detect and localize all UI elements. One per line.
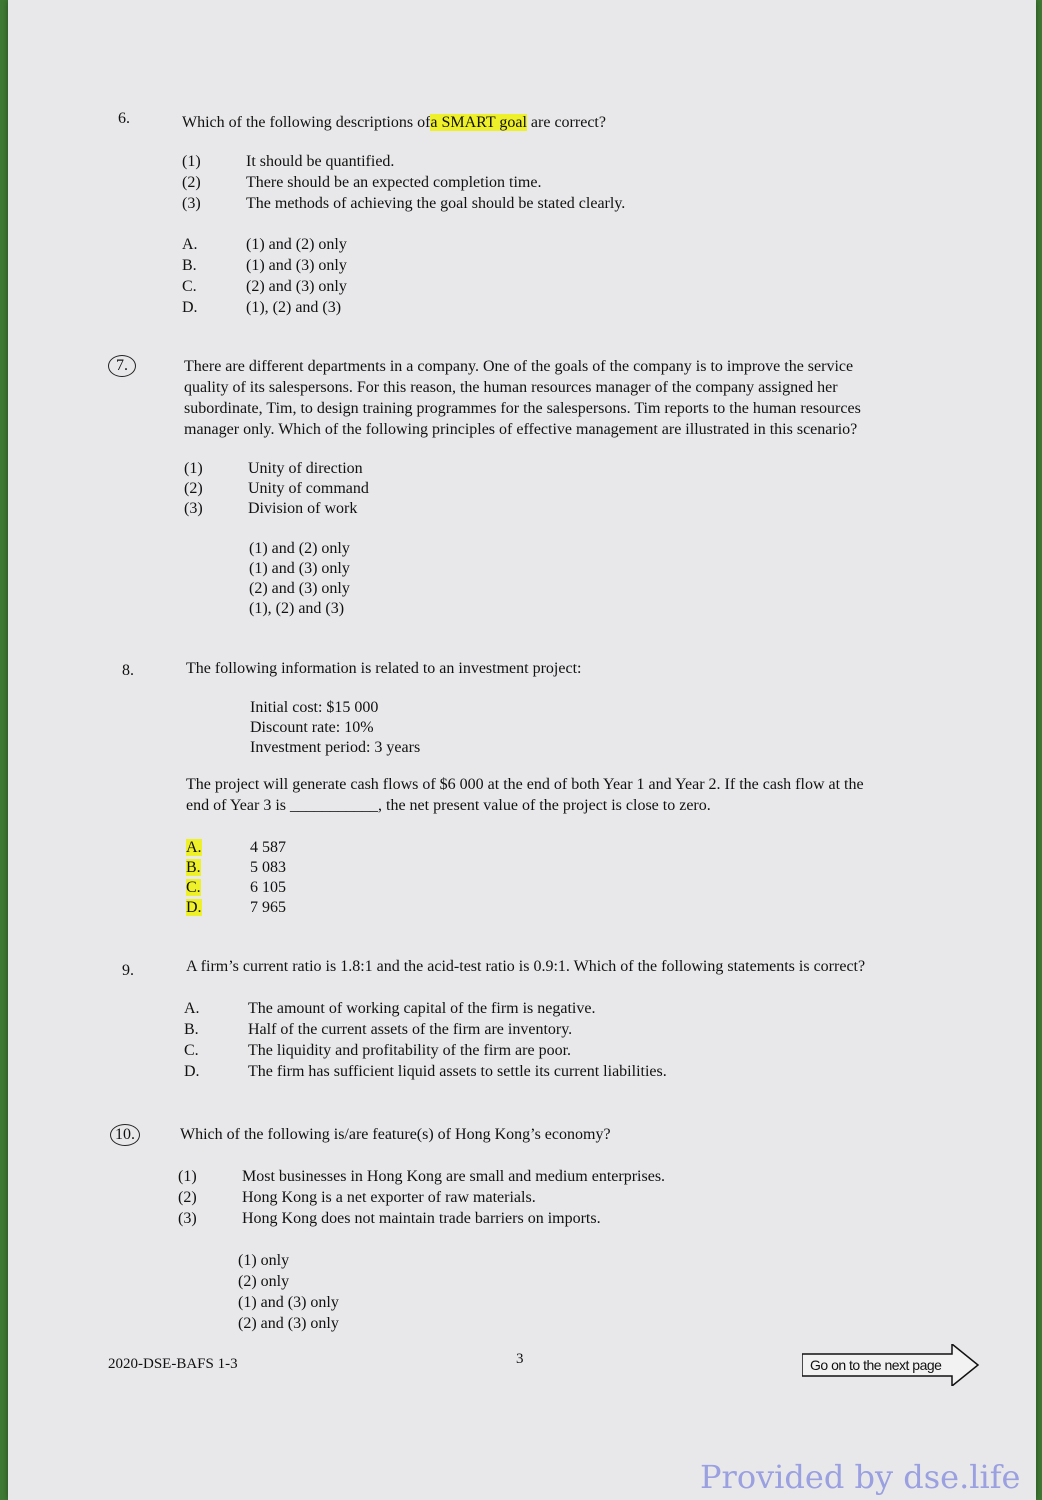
q6-option-d[interactable]	[182, 297, 341, 318]
option-text: (2) and (3) only	[246, 278, 347, 295]
q6-stem-post: are correct?	[526, 114, 606, 131]
q9-option-b[interactable]	[184, 1019, 572, 1040]
q8-stem: The following information is related to an investment project:	[186, 660, 582, 677]
q6-statement-label: (3)	[182, 195, 201, 212]
q6-option-b[interactable]	[182, 255, 347, 276]
q7-stem-line-1: There are different departments in a company. One of the goals of the company is to improve the service	[184, 358, 854, 375]
q8-option-b[interactable]	[186, 857, 286, 878]
q10-statement-label: (1)	[178, 1168, 197, 1185]
paper-code: 2020-DSE-BAFS 1-3	[108, 1356, 238, 1372]
option-label: B.	[184, 1021, 199, 1038]
option-label	[186, 857, 250, 878]
option-label-highlight: A.	[186, 839, 202, 856]
q10-statement-text: Hong Kong does not maintain trade barriers on imports.	[242, 1210, 601, 1227]
next-page-button[interactable]	[802, 1344, 982, 1386]
q8-body-line-1: The project will generate cash flows of $6 000 at the end of both Year 1 and Year 2. If the cash flow at the	[186, 776, 864, 793]
option-text: 5 083	[250, 859, 286, 876]
q7-option-3[interactable]: (2) and (3) only	[249, 580, 350, 597]
q8-body-line-2: end of Year 3 is ___________, the net present value of the project is close to zero.	[186, 797, 711, 814]
q7-stem-line-2: quality of its salespersons. For this reason, the human resources manager of the company assigned her	[184, 379, 838, 396]
q6-number: 6.	[118, 110, 130, 127]
option-label: B.	[182, 257, 197, 274]
q10-statement-2	[178, 1187, 536, 1208]
q6-statement-2	[182, 172, 541, 193]
q8-number: 8.	[122, 662, 134, 679]
q8-option-c[interactable]	[186, 877, 286, 898]
q7-number-circled: 7.	[108, 355, 136, 377]
q10-statement-3	[178, 1208, 601, 1229]
q6-statement-label: (1)	[182, 153, 201, 170]
option-text: The firm has sufficient liquid assets to settle its current liabilities.	[248, 1063, 667, 1080]
option-text: The amount of working capital of the firm is negative.	[248, 1000, 596, 1017]
q10-statement-1	[178, 1166, 665, 1187]
page-number: 3	[516, 1351, 524, 1367]
q6-statement-label: (2)	[182, 174, 201, 191]
q7-statement-label: (2)	[184, 480, 203, 497]
option-label: A.	[184, 1000, 200, 1017]
q10-option-1[interactable]: (1) only	[238, 1252, 290, 1269]
q7-statement-3	[184, 498, 357, 519]
option-label-highlight: C.	[186, 879, 201, 896]
next-page-label: Go on to the next page	[810, 1357, 942, 1373]
q6-option-a[interactable]	[182, 234, 347, 255]
q10-number-circled: 10.	[110, 1124, 140, 1146]
option-label	[186, 897, 250, 918]
q6-option-c[interactable]	[182, 276, 347, 297]
option-text: (1) and (3) only	[246, 257, 347, 274]
q6-statement-1	[182, 151, 394, 172]
q6-statement-text: It should be quantified.	[246, 153, 395, 170]
q7-option-4[interactable]: (1), (2) and (3)	[249, 600, 345, 617]
q10-stem: Which of the following is/are feature(s) of Hong Kong’s economy?	[180, 1126, 611, 1143]
q7-option-1[interactable]: (1) and (2) only	[249, 540, 350, 557]
q7-stem-line-4: manager only. Which of the following principles of effective management are illustrated in this scenario?	[184, 421, 858, 438]
q8-option-a[interactable]	[186, 837, 286, 858]
q8-info-discount-rate: Discount rate: 10%	[250, 719, 374, 736]
q6-statement-3	[182, 193, 625, 214]
q9-option-c[interactable]	[184, 1040, 571, 1061]
q10-statement-label: (2)	[178, 1189, 197, 1206]
q10-number	[110, 1124, 140, 1146]
q7-statement-label: (1)	[184, 460, 203, 477]
q8-info-initial-cost: Initial cost: $15 000	[250, 699, 379, 716]
q8-body	[186, 774, 956, 816]
option-text: (1) and (2) only	[246, 236, 347, 253]
option-label-highlight: D.	[186, 899, 202, 916]
q10-statement-text: Hong Kong is a net exporter of raw materials.	[242, 1189, 536, 1206]
q10-statement-text: Most businesses in Hong Kong are small and medium enterprises.	[242, 1168, 666, 1185]
option-text: (1), (2) and (3)	[246, 299, 342, 316]
option-label: C.	[182, 278, 197, 295]
q9-option-a[interactable]	[184, 998, 595, 1019]
option-label-highlight: B.	[186, 859, 201, 876]
option-text: The liquidity and profitability of the firm are poor.	[248, 1042, 572, 1059]
option-text: 4 587	[250, 839, 286, 856]
q7-statement-text: Unity of command	[248, 480, 369, 497]
q10-statement-label: (3)	[178, 1210, 197, 1227]
q7-stem	[184, 356, 974, 440]
q6-statement-text: The methods of achieving the goal should be stated clearly.	[246, 195, 626, 212]
option-text: Half of the current assets of the firm are inventory.	[248, 1021, 573, 1038]
q8-option-d[interactable]	[186, 897, 286, 918]
q9-option-d[interactable]	[184, 1061, 667, 1082]
q6-stem	[182, 112, 606, 133]
q7-statement-text: Unity of direction	[248, 460, 363, 477]
q10-option-3[interactable]: (1) and (3) only	[238, 1294, 339, 1311]
q7-statement-text: Division of work	[248, 500, 358, 517]
q7-option-2[interactable]: (1) and (3) only	[249, 560, 350, 577]
q7-number	[108, 355, 136, 377]
q6-stem-pre: Which of the following descriptions of	[182, 114, 431, 131]
q7-stem-line-3: subordinate, Tim, to design training programmes for the salespersons. Tim reports to the human resources	[184, 400, 861, 417]
option-label	[186, 837, 250, 858]
q7-statement-label: (3)	[184, 500, 203, 517]
q7-statement-1	[184, 458, 363, 479]
option-text: 6 105	[250, 879, 286, 896]
exam-page	[8, 0, 1036, 1500]
option-label	[186, 877, 250, 898]
option-text: 7 965	[250, 899, 286, 916]
watermark: Provided by dse.life	[700, 1458, 1021, 1496]
q10-option-4[interactable]: (2) and (3) only	[238, 1315, 339, 1332]
q6-statement-text: There should be an expected completion time.	[246, 174, 542, 191]
q6-stem-highlight: a SMART goal	[430, 114, 527, 131]
q8-info-investment-period: Investment period: 3 years	[250, 739, 421, 756]
q7-statement-2	[184, 478, 369, 499]
option-label: C.	[184, 1042, 199, 1059]
q9-stem: A firm’s current ratio is 1.8:1 and the acid-test ratio is 0.9:1. Which of the following statements is correct?	[186, 958, 866, 975]
q9-number: 9.	[122, 962, 134, 979]
option-label: A.	[182, 236, 198, 253]
q10-option-2[interactable]: (2) only	[238, 1273, 290, 1290]
option-label: D.	[182, 299, 198, 316]
option-label: D.	[184, 1063, 200, 1080]
